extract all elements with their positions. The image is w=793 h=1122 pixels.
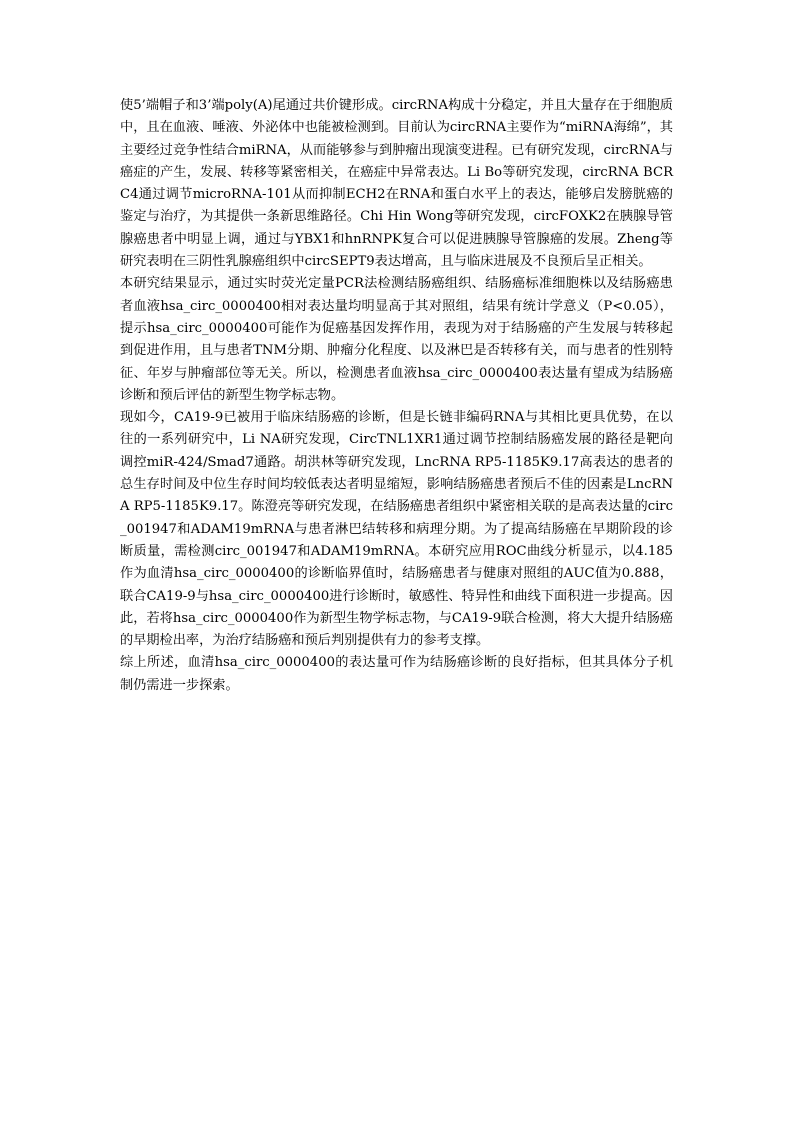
document-body <box>120 95 673 697</box>
paragraph-conclusion: 综上所述，血清hsa_circ_0000400的表达量可作为结肠癌诊断的良好指标，但其具体分子机制仍需进一步探索。 <box>120 655 673 693</box>
paragraph-diagnosis-discussion: 现如今，CA19-9已被用于临床结肠癌的诊断，但是长链非编码RNA与其相比更具优势，在以往的一系列研究中，Li NA研究发现，CircTNL1XR1通过调节控制结肠癌发展的路径是靶向调控miR-424/Smad7通路。胡洪林等研究发现，LncRNA RP5-1185K9.17高表达的患者的总生存时间及中位生存时间均较低表达者明显缩短，影响结肠癌患者预后不佳的因素是LncRNA RP5-1185K9.17。陈澄亮等研究发现，在结肠癌患者组织中紧密相关联的是高表达量的circ_001947和ADAM19mRNA与患者淋巴结转移和病理分期。为了提高结肠癌在早期阶段的诊断质量，需检测circ_001947和ADAM19mRNA。本研究应用ROC曲线分析显示，以4.185作为血清hsa_circ_0000400的诊断临界值时，结肠癌患者与健康对照组的AUC值为0.888，联合CA19-9与hsa_circ_0000400进行诊断时，敏感性、特异性和曲线下面积进一步提高。因此，若将hsa_circ_0000400作为新型生物学标志物，与CA19-9联合检测，将大大提升结肠癌的早期检出率，为治疗结肠癌和预后判别提供有力的参考支撑。 <box>120 410 673 649</box>
paragraph-circrna-background: 使5’端帽子和3’端poly(A)尾通过共价键形成。circRNA构成十分稳定，并且大量存在于细胞质中，且在血液、唾液、外泌体中也能被检测到。目前认为circRNA主要作为“miRNA海绵”，其主要经过竞争性结合miRNA，从而能够参与到肿瘤出现演变进程。已有研究发现，circRNA与癌症的产生，发展、转移等紧密相关，在癌症中异常表达。Li Bo等研究发现，circRNA BCRC4通过调节microRNA-101从而抑制ECH2在RNA和蛋白水平上的表达，能够启发膀胱癌的鉴定与治疗，为其提供一条新思维路径。Chi Hin Wong等研究发现，circFOXK2在胰腺导管腺癌患者中明显上调，通过与YBX1和hnRNPK复合可以促进胰腺导管腺癌的发展。Zheng等研究表明在三阴性乳腺癌组织中circSEPT9表达增高，且与临床进展及不良预后呈正相关。 <box>120 98 673 270</box>
paragraph-study-results: 本研究结果显示，通过实时荧光定量PCR法检测结肠癌组织、结肠癌标准细胞株以及结肠癌患者血液hsa_circ_0000400相对表达量均明显高于其对照组，结果有统计学意义（P<0.05），提示hsa_circ_0000400可能作为促癌基因发挥作用，表现为对于结肠癌的产生发展与转移起到促进作用，且与患者TNM分期、肿瘤分化程度、以及淋巴是否转移有关，而与患者的性别特征、年岁与肿瘤部位等无关。所以，检测患者血液hsa_circ_0000400表达量有望成为结肠癌诊断和预后评估的新型生物学标志物。 <box>120 276 673 403</box>
